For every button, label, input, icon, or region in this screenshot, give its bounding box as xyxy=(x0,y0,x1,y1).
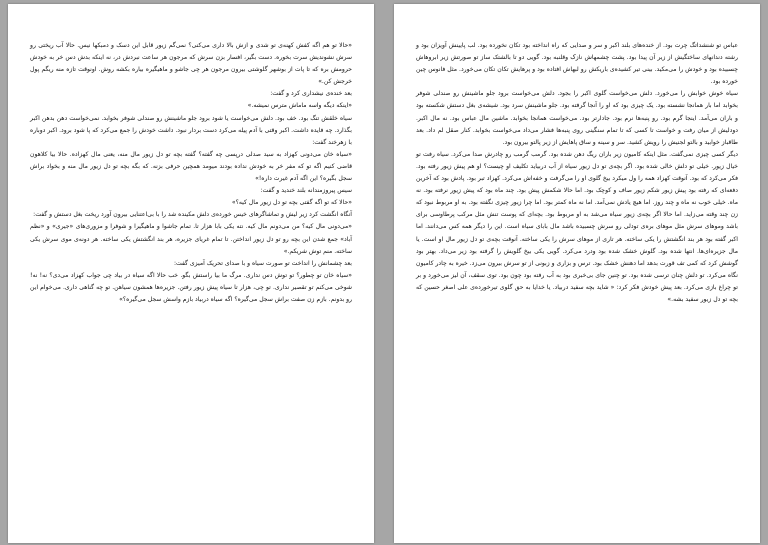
paragraph: بعد چشمانش را انداخت تو صورت سیاه و با صدای تحریک آمیزی گفت: xyxy=(173,259,352,267)
paragraph: بعد خنده‌ی نیشداری کرد و گفت: xyxy=(270,90,352,98)
paragraph: «سیاه خان تو چطور؟ تو توش دس نداری. مرگ ما بیا راستش بگو. خب حالا اگه سیاه در بیاد چی جواب کهزاد می‌دی؟ نه! نه! شوخی می‌کنم تو تقصیر نداری. تو چی، هزار تا سیاه پیش زیور رفتن. جزیره‌ها همشون سیاهن. تو چه گناهی داری. می‌خوام این رو بدونم. بازم زن صفت براش سجل می‌گیره؟ اگه سیاه دربیاد بازم واسش سجل می‌گیره؟» xyxy=(30,271,352,303)
paragraph: سیاه خوش خوابش را می‌خورد. دلش می‌خواست گلوی اکبر را بجود. دلش می‌خواست برود جلو ماشینش رو صندلی شوفر بخوابد اما بار همانجا نشسته بود. یک چیزی بود که او را آنجا گرفته بود. جلو ماشینش سرد بود. شیشه‌ی بغل دستش شکسته بود و باران می‌آمد. اینجا گرم بود. رو پنبه‌ها نرم بود. جادارتر بود. می‌خواست همانجا بخوابد. ماشین مال عباس بود. نه مال اکبر. دودلیش از میان رفت و خواست تا کسی که تا تمام سنگینی روی پنبه‌ها فشار می‌داد می‌خواست بخوابد. کنار صقل لم داد. بعد طاقباز خوابید و بالتو لجنیش را رویش کشید. سر و سینه و ساق پاهایش از زیر پالتو بیرون بود. xyxy=(416,90,738,146)
right-page-text xyxy=(416,40,738,306)
paragraph: سیس پیروزمندانه بلند خندید و گفت: xyxy=(260,187,352,195)
paragraph: دیگر کسی چیزی نمی‌گفت. مثل اینکه کامیون زیر باران ریگ دهن شده بود. گرمب گرمب رو چادرش صدا می‌کرد. سیاه رفت تو خیال زیور. خیلی تو دلش خالی شده بود. اگر بچه‌ی تو دل زیور سیاه از آب دربیاید تکلیف او چیست؟ او هم پیش زیور رفته بود. فکر می‌کرد که بود. آنوقت کهزاد همه را ول میکرد بیخ گلوی او را می‌گرفت و خفه‌اش می‌کرد. کهزاد تبر بود. پادش بود که آخرین دفعه‌ای که رفته بود پیش زیور شکم زیور صاف و کوچک بود. اما حالا شکمش پیش بود. چند ماه بود که پیش زیور نرفته بود. نه ماه. خیلی خوب نه ماه و چند روز. اما هیچ یادش نمی‌آمد. اما نه ماه کمتر بود. اما چرا زیور چیزی نگفته بود. به او مربوط نبود که زن چند وقته می‌زاید. اما حالا اگر بچه‌ی زیور سیاه می‌شد به او مربوط بود. بچه‌ای که پوست تنش مثل مرکب پرطاوسی برای باشد وموهای سرش مثل موهای بره‌ی تودلی رو سرش چسبیده باشد مال بابای سیاه است. این را دیگر همه کس می‌دانند. اما اکبر گفته بود هر بند انگشتش را یکی ساخته. هر تاری از موهای سرش را یکی ساخته. آنوقت بچه‌ی تو دل زیور مال او است. یا مال جزیره‌ای‌ها. انتها شده بود. گلوش خشک شده بود ودرد می‌کرد. گویی یکی بیخ گلویش را گرفته بود زیر می‌داد. بهتر بود گوشش کرد که کمی تف قورت بدهد اما دهنش خشک بود. ترس و بزاری و زبونی از تو سرش بیرون می‌زد. خیره به چادر کامیون نگاه می‌کرد. تو دلش چنان ترسی شده بود. تو چنین جای بی‌خبری بود به آب رفته بود چون بود. توی سقف، آن لیز می‌خورد و بر تو چراغ بازی می‌کرد. بعد پیش خودش فکر کرد: « شاید بچه سفید دربیاد. یا خدایا به حق گلوی تیرخورده‌ی علی اصغر حسین که بچه تو دل زیور سفید بشه.» xyxy=(416,150,738,303)
paragraph: «حالا که تو اگه گفتی بچه تو دل زیور مال کیه؟» xyxy=(231,199,352,207)
paragraph: «حالا تو هم اگه کفش کهنه‌ی تو شدی و ازش بالا داری می‌کنی؟ نمی‌گم زیور قابل این دسک و دمبکها نیس. حالا آب ریختی رو سرش نشوندیش سرت بخوره. دست بگیر، افسار بزن سرش که مرجون هر ساعت نبردش در، نه اینکه بدش دس خر به خودش حرومش بره که تا پات از بوشهر گلوشتی بیرون مرجون هر چی جاشو و ماهیگیره بیاره بکشه روش. اونوقت تازه منه ریگم پول خرجش کن.» xyxy=(30,42,352,86)
paragraph: عباس تو شنشداتگ چرت بود. از خنده‌های بلند اکبر و سر و صدایی که راه انداخته بود تکان نخورده بود. لب پایینش آویزان بود و رشته دندانهای ساختگیش از زیر آن پیدا بود. پشت چشمهاش نازک وقلنبه بود. گویی دو تا بالشتک ساز تو صورتش زیر ابروهاش چسبیده بود و خودش را می‌مکید. بینی تیر کشیده‌ی باریکش رو لبهاش افتاده بود و پرهایش تکان تکان می‌خورد. مثل فانوس چین خورده بود. xyxy=(416,42,738,86)
paragraph: «سیاه خان می‌دونی کهزاد به سید صدلی درپسی چه گفته؟ گفته بچه تو دل زیور مال منه، یعنی مال کهزاده. حالا بیا کلاهون قاضی کنیم اگه تو که مفر خر به خودش نداده بودند میومد همچین حرفی بزنه. که بگه بچه تو دل زیور مال منه و بخواد براش سجل بگیره؟ این اگه آدم غیرت داره!» xyxy=(30,150,352,183)
paragraph: سیاه خلقش تنگ بود. خف بود. دلش می‌خواست یا شود برود جلو ماشینش رو صندلی شوفر بخوابد. نمی‌خواست دهن بدهن اکبر بگذارد. چه فایده داشت. اکبر وقتی با آدم پیله می‌کرد دست بردار نبود. داشت خودش را جمع می‌کرد که پا شود برود. اکبر دوباره با زهرخند گفت: xyxy=(30,114,352,146)
paragraph: «می‌دونی مال کیه؟ من می‌دونم مال کیه. نته یکی بابا هزار تا. تمام جاشوا و ماهیگیرا و شوفرا و مزوری‌های «جیری» و «نظم آباد» جمع شدن این بچه رو تو دل زیور انداختن. تا تمام غریای جزیره، هر بند انگشتش یکی ساخته. هر دونه‌ی موی سرش یکی ساخته. منم توش شریکم.» xyxy=(30,223,352,255)
left-page-text xyxy=(30,40,352,306)
left-page xyxy=(8,4,374,543)
paragraph: «اینکه دیگه واسه ماماش مترس نمیشه.» xyxy=(247,102,352,110)
paragraph: آنگاه انگشت کرد زیر لیش و تماشاگرهای خیس خورده‌ی دلش مکینده شد را با بی‌اعتنایی بیرون آورد ریخت بغل دستش و گفت: xyxy=(33,211,352,219)
right-page xyxy=(394,4,760,543)
